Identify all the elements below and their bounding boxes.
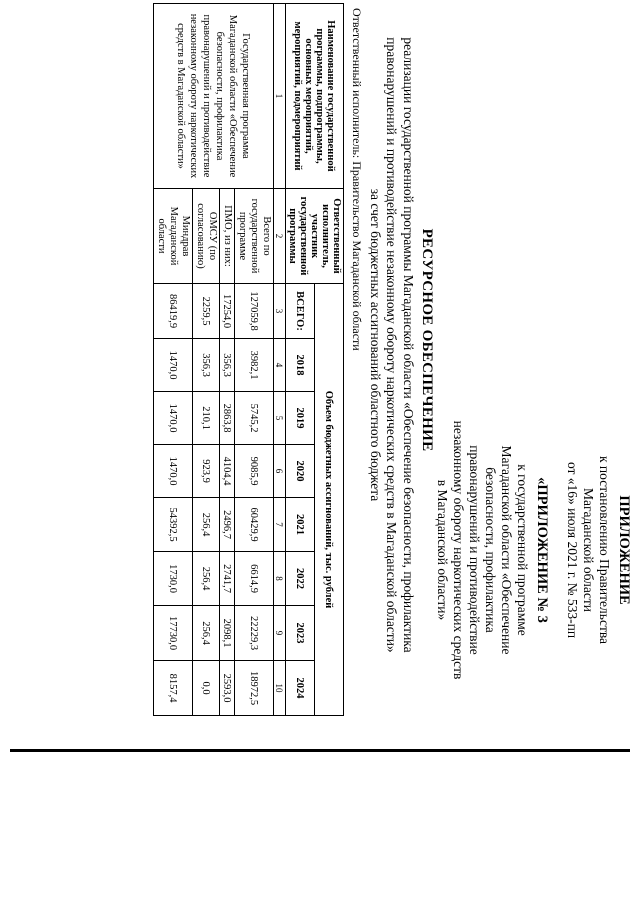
header-name: Наименование государственной программы, подпрограммы, основных мероприятий, мероприятий, подмероприятий	[286, 4, 344, 189]
value-cell: 18972,5	[235, 661, 274, 716]
value-cell: 54392,5	[154, 498, 193, 552]
table-row	[235, 4, 274, 716]
value-cell: 1470,0	[154, 392, 193, 445]
column-number: 2	[274, 189, 286, 284]
value-cell: 2863,8	[220, 392, 235, 445]
value-cell: 3982,1	[235, 339, 274, 392]
column-number: 3	[274, 284, 286, 339]
value-cell: 4104,4	[220, 445, 235, 498]
value-cell: 22229,3	[235, 606, 274, 661]
column-number: 8	[274, 552, 286, 606]
header-row	[315, 4, 344, 716]
appendix-header	[434, 400, 632, 700]
header-total: ВСЕГО:	[286, 284, 315, 339]
value-cell: 60429,9	[235, 498, 274, 552]
appendix-sub-line: Магаданской области «Обеспечение	[499, 445, 514, 655]
column-number: 9	[274, 606, 286, 661]
value-cell: 1730,0	[154, 552, 193, 606]
value-cell: 923,9	[193, 445, 220, 498]
value-cell: 256,4	[193, 552, 220, 606]
appendix-sub-line: безопасности, профилактика	[483, 467, 498, 633]
appendix-sub-line: правонарушений и противодействие	[467, 445, 482, 655]
column-number: 6	[274, 445, 286, 498]
subtitle-line: правонарушений и противодействие незаконному обороту наркотических средств в Магаданской области»	[384, 37, 400, 653]
value-cell: 5745,2	[235, 392, 274, 445]
value-cell: 127059,8	[235, 284, 274, 339]
page-divider-line	[10, 749, 630, 752]
value-cell: 17254,0	[220, 284, 235, 339]
value-cell: 356,3	[193, 339, 220, 392]
header-volume: Объем бюджетных ассигнований, тыс. рублей	[315, 284, 344, 716]
header-year: 2019	[286, 392, 315, 445]
appendix-sub-line: незаконному обороту наркотических средств	[451, 420, 466, 680]
responsible-executor: Ответственный исполнитель: Правительство Магаданской области	[350, 8, 364, 351]
value-cell: 256,4	[193, 606, 220, 661]
executor-cell: Всего по государственной программе	[235, 189, 274, 284]
appendix-sub-line: к государственной программе	[515, 464, 530, 636]
executor-cell: Миндрав Магаданской области	[154, 189, 193, 284]
column-number: 5	[274, 392, 286, 445]
value-cell: 2593,0	[220, 661, 235, 716]
value-cell: 0,0	[193, 661, 220, 716]
subtitle-line: реализации государственной программы Магаданской области «Обеспечение безопасности, профилактика	[401, 37, 416, 653]
document-title: РЕСУРСНОЕ ОБЕСПЕЧЕНИЕ	[419, 228, 435, 452]
document-subtitle	[367, 15, 417, 675]
value-cell: 9085,9	[235, 445, 274, 498]
value-cell: 1470,0	[154, 339, 193, 392]
column-number: 4	[274, 339, 286, 392]
value-cell: 17730,0	[154, 606, 193, 661]
value-cell: 210,1	[193, 392, 220, 445]
value-cell: 356,3	[220, 339, 235, 392]
appendix-line: Магаданской области	[581, 488, 596, 612]
header-year: 2021	[286, 498, 315, 552]
budget-table	[153, 3, 344, 716]
value-cell: 2496,7	[220, 498, 235, 552]
value-cell: 256,4	[193, 498, 220, 552]
value-cell: 2741,7	[220, 552, 235, 606]
value-cell: 6614,9	[235, 552, 274, 606]
appendix-date-line: от «16» июля 2021 г. № 533-пп	[565, 461, 580, 639]
appendix-sub-line: в Магаданской области»	[435, 479, 450, 621]
header-year: 2022	[286, 552, 315, 606]
column-number: 7	[274, 498, 286, 552]
appendix-line: к постановлению Правительства	[597, 455, 612, 645]
value-cell: 86419,9	[154, 284, 193, 339]
value-cell: 8157,4	[154, 661, 193, 716]
value-cell: 2098,1	[220, 606, 235, 661]
subtitle-line: за счет бюджетных ассигнований областного бюджета	[368, 188, 383, 502]
header-year: 2024	[286, 661, 315, 716]
appendix-heading: ПРИЛОЖЕНИЕ	[616, 495, 632, 605]
executor-cell: ПМО, из них:	[220, 189, 235, 284]
column-number-row	[274, 4, 286, 716]
executor-cell: ОМСУ (по согласованию)	[193, 189, 220, 284]
header-year: 2018	[286, 339, 315, 392]
appendix-sub-heading: «ПРИЛОЖЕНИЕ № 3	[534, 477, 550, 623]
program-name-cell: Государственная программа Магаданской области «Обеспечение безопасности, профилактика правонарушений и противодействие незаконному обороту наркотических средств в Магаданской области»	[154, 4, 274, 189]
value-cell: 2259,5	[193, 284, 220, 339]
column-number: 1	[274, 4, 286, 189]
header-year: 2023	[286, 606, 315, 661]
header-executor: Ответственный исполнитель, участник государственной программы	[286, 189, 344, 284]
value-cell: 1470,0	[154, 445, 193, 498]
header-year: 2020	[286, 445, 315, 498]
column-number: 10	[274, 661, 286, 716]
